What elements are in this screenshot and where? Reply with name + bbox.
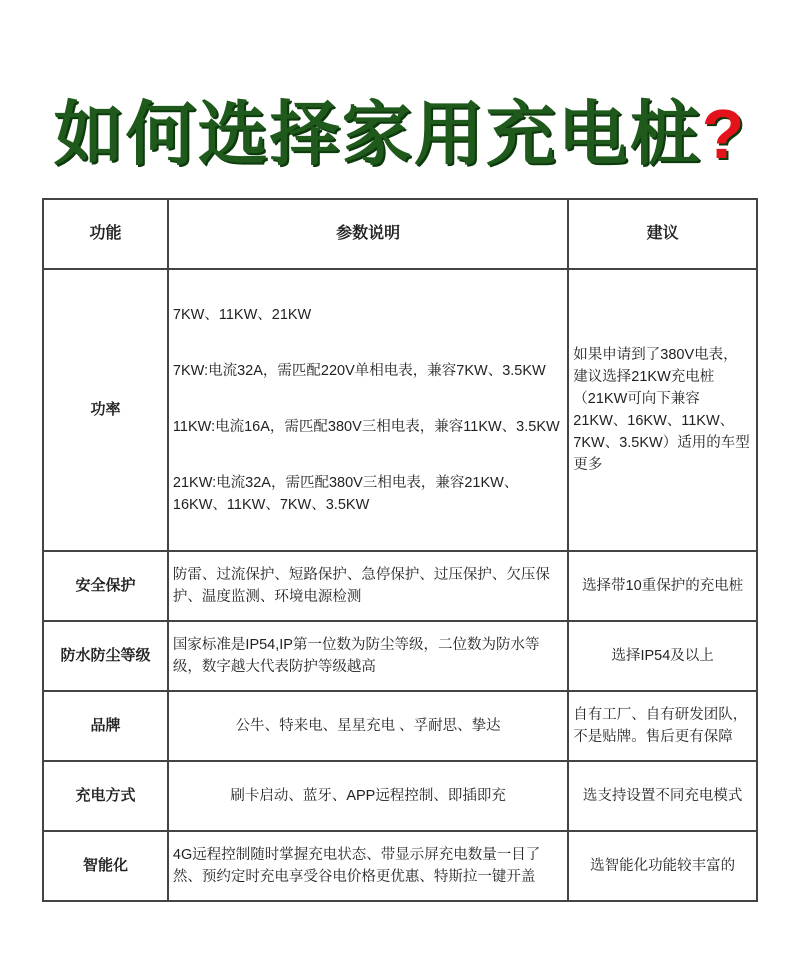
table-row <box>43 761 757 831</box>
params-cell: 4G远程控制随时掌握充电状态、带显示屏充电数量一目了然、预约定时充电享受谷电价格更优惠、特斯拉一键开盖 <box>168 831 568 901</box>
header-params: 参数说明 <box>168 199 568 269</box>
comparison-table <box>42 198 758 902</box>
header-row <box>43 199 757 269</box>
param-line: 21KW:电流32A，需匹配380V三相电表，兼容21KW、16KW、11KW、7KW、3.5KW <box>172 475 519 513</box>
param-line: 7KW、11KW、21KW <box>172 307 312 323</box>
feature-cell: 智能化 <box>43 831 168 901</box>
suggestion-cell: 如果申请到了380V电表，建议选择21KW充电桩（21KW可向下兼容21KW、16KW、11KW、7KW、3.5KW）适用的车型更多 <box>568 269 757 551</box>
suggestion-cell: 自有工厂、自有研发团队，不是贴牌。售后更有保障 <box>568 691 757 761</box>
param-line: 7KW:电流32A，需匹配220V单相电表，兼容7KW、3.5KW <box>172 363 546 379</box>
page-title <box>0 78 800 179</box>
params-cell: 防雷、过流保护、短路保护、急停保护、过压保护、欠压保护、温度监测、环境电源检测 <box>168 551 568 621</box>
table-row <box>43 831 757 901</box>
params-cell: 国家标准是IP54,IP第一位数为防尘等级，二位数为防水等级，数字越大代表防护等级越高 <box>168 621 568 691</box>
params-cell: 刷卡启动、蓝牙、APP远程控制、即插即充 <box>168 761 568 831</box>
param-line: 11KW:电流16A，需匹配380V三相电表，兼容11KW、3.5KW <box>172 419 560 435</box>
suggestion-cell: 选择IP54及以上 <box>568 621 757 691</box>
table-row <box>43 551 757 621</box>
table-row <box>43 621 757 691</box>
suggestion-cell: 选支持设置不同充电模式 <box>568 761 757 831</box>
feature-cell: 防水防尘等级 <box>43 621 168 691</box>
question-mark: ? <box>701 95 747 173</box>
params-cell: 公牛、特来电、星星充电 、孚耐思、挚达 <box>168 691 568 761</box>
feature-cell: 安全保护 <box>43 551 168 621</box>
params-cell <box>168 269 568 551</box>
feature-cell: 充电方式 <box>43 761 168 831</box>
header-suggestion: 建议 <box>568 199 757 269</box>
header-feature: 功能 <box>43 199 168 269</box>
feature-cell: 功率 <box>43 269 168 551</box>
table-row <box>43 691 757 761</box>
title-text: 如何选择家用充电桩 <box>53 95 702 173</box>
table-row-power <box>43 269 757 551</box>
feature-cell: 品牌 <box>43 691 168 761</box>
suggestion-cell: 选智能化功能较丰富的 <box>568 831 757 901</box>
suggestion-cell: 选择带10重保护的充电桩 <box>568 551 757 621</box>
